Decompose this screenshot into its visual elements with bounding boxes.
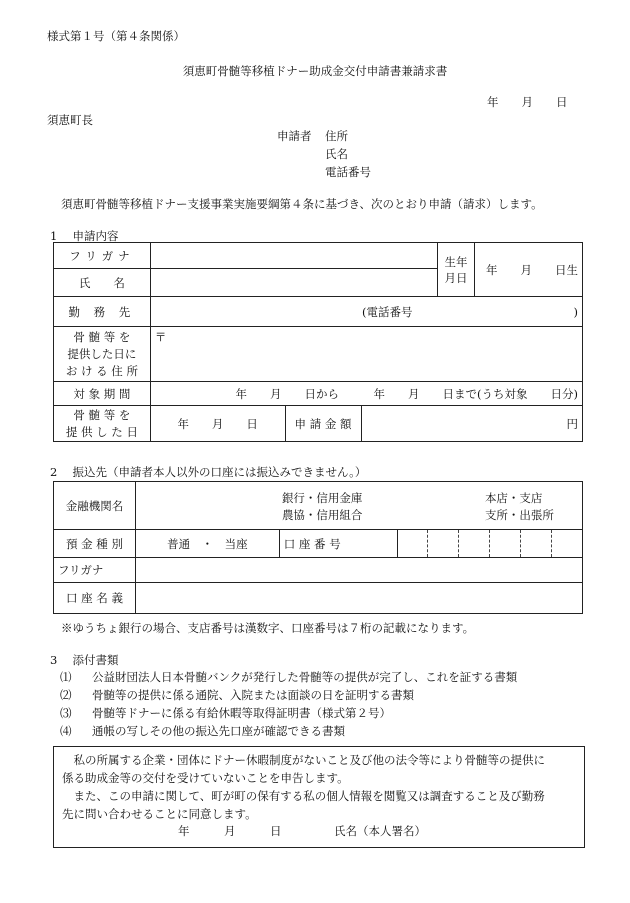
addressee: 須恵町長 <box>47 113 93 127</box>
applicant-address: 住所 <box>325 129 348 143</box>
deposit-type-value[interactable]: 普通 ・ 当座 <box>135 530 279 558</box>
provided-date-value[interactable]: 年 月 日 <box>150 406 285 442</box>
account-digit[interactable] <box>428 530 459 558</box>
holder-furigana-field[interactable] <box>135 558 582 583</box>
branch-types: 本店・支店 支所・出張所 <box>484 491 554 522</box>
holder-furigana-label: フリガナ <box>54 558 136 583</box>
applicant-name: 氏名 <box>325 147 348 161</box>
date-line: 年 月 日 <box>487 95 568 109</box>
section2-heading: 2 振込先（申請者本人以外の口座には振込みできません。） <box>50 465 367 479</box>
attachment-item: ⑵ 骨髄等の提供に係る通院、入院または面談の日を証明する書類 <box>60 688 414 702</box>
declaration-text: 私の所属する企業・団体にドナー休暇制度がないこと及び他の法令等により骨髄等の提供に 係る助成金等の交付を受けていないことを申告します。 また、この申請に関して、町が町の保有する私の個人情報を閲覧又は調査すること及び勤務 先に問い合わせることに同意します。 <box>62 753 545 821</box>
furigana-label: フリガナ <box>54 243 151 269</box>
deposit-type-label: 預 金 種 別 <box>54 530 136 558</box>
name-label: 氏 名 <box>54 269 151 297</box>
application-table <box>53 242 583 442</box>
address-field[interactable]: 〒 <box>150 327 582 382</box>
birth-value[interactable]: 年 月 日生 <box>475 243 583 297</box>
provided-date-label: 骨 髄 等 を 提 供 し た 日 <box>54 406 151 442</box>
account-digit[interactable] <box>459 530 490 558</box>
period-label: 対 象 期 間 <box>54 382 151 406</box>
amount-value[interactable]: 円 <box>361 406 583 442</box>
page-title: 須恵町骨髄等移植ドナー助成金交付申請書兼請求書 <box>182 64 448 78</box>
account-number-label: 口 座 番 号 <box>279 530 397 558</box>
workplace-phone[interactable]: (電話番号 ) <box>150 297 582 327</box>
applicant-label: 申請者 <box>277 129 312 143</box>
address-label: 骨 髄 等 を 提供した日に お け る 住 所 <box>54 327 151 382</box>
birth-label: 生年 月日 <box>438 243 475 297</box>
declaration-box <box>53 746 585 848</box>
account-digit[interactable] <box>552 530 583 558</box>
intro-text: 須恵町骨髄等移植ドナー支援事業実施要綱第４条に基づき、次のとおり申請（請求）します。 <box>61 197 543 211</box>
attachment-item: ⑶ 骨髄等ドナーに係る有給休暇等取得証明書（様式第２号） <box>60 706 391 720</box>
name-field[interactable] <box>150 269 437 297</box>
account-holder-label: 口 座 名 義 <box>54 583 136 614</box>
furigana-field[interactable] <box>150 243 437 269</box>
applicant-phone: 電話番号 <box>325 165 371 179</box>
bank-field[interactable] <box>135 482 582 530</box>
section1-heading: 1 申請内容 <box>50 229 119 243</box>
attachment-list <box>60 668 517 740</box>
attachment-item: ⑷ 通帳の写しその他の振込先口座が確認できる書類 <box>60 724 345 738</box>
workplace-label: 勤 務 先 <box>54 297 151 327</box>
bank-note: ※ゆうちょ銀行の場合、支店番号は漢数字、口座番号は７桁の記載になります。 <box>61 621 475 635</box>
bank-label: 金融機関名 <box>54 482 136 530</box>
account-digit[interactable] <box>521 530 552 558</box>
period-value[interactable]: 年 月 日から 年 月 日まで(うち対象 日分) <box>150 382 582 406</box>
bank-types: 銀行・信用金庫 農協・信用組合 <box>281 491 363 522</box>
bank-table <box>53 481 583 614</box>
form-number: 様式第１号（第４条関係） <box>47 29 185 43</box>
signature-date[interactable]: 年 月 日 <box>178 824 282 838</box>
amount-label: 申 請 金 額 <box>285 406 361 442</box>
attachment-item: ⑴ 公益財団法人日本骨髄バンクが発行した骨髄等の提供が完了し、これを証する書類 <box>60 670 518 684</box>
account-digit[interactable] <box>397 530 428 558</box>
section3-heading: 3 添付書類 <box>50 653 119 667</box>
account-digit[interactable] <box>490 530 521 558</box>
signature-name[interactable]: 氏名（本人署名） <box>334 824 426 838</box>
account-holder-field[interactable] <box>135 583 582 614</box>
